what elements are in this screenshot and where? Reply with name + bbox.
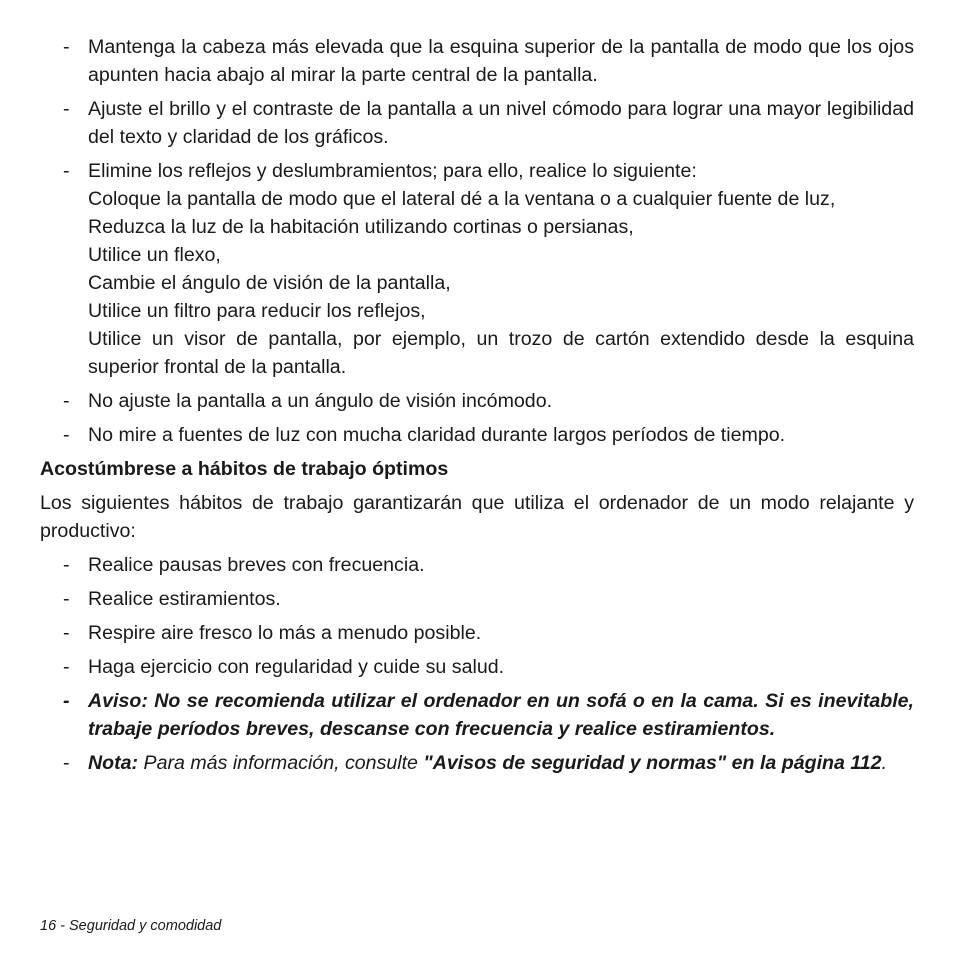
list-item-text: No ajuste la pantalla a un ángulo de visión incómodo.	[88, 390, 553, 412]
list-item-text: Realice estiramientos.	[88, 588, 281, 610]
note-reference-link[interactable]: "Avisos de seguridad y normas" en la página 112	[423, 752, 882, 774]
warning-text: Aviso: No se recomienda utilizar el ordenador en un sofá o en la cama. Si es inevitable, trabaje períodos breves, descanse con frecuencia y realice estiramientos.	[88, 690, 914, 740]
note-text: Para más información, consulte	[138, 752, 424, 774]
list-item	[40, 421, 914, 449]
page-content	[40, 33, 914, 783]
list-dash: -	[63, 656, 70, 678]
intro-paragraph: Los siguientes hábitos de trabajo garantizarán que utiliza el ordenador de un modo relajante y productivo:	[40, 492, 914, 542]
glare-line: Utilice un flexo,	[88, 244, 221, 266]
section-heading: Acostúmbrese a hábitos de trabajo óptimos	[40, 458, 449, 480]
list-item	[40, 95, 914, 151]
glare-line: Utilice un filtro para reducir los reflejos,	[88, 300, 426, 322]
glare-line: Elimine los reflejos y deslumbramientos; para ello, realice lo siguiente:	[88, 160, 697, 182]
note-end: .	[881, 752, 888, 774]
glare-line: Cambie el ángulo de visión de la pantalla,	[88, 272, 451, 294]
list-item-glare	[40, 157, 914, 381]
list-dash: -	[63, 424, 70, 446]
list-item	[40, 585, 914, 613]
list-item-text: Mantenga la cabeza más elevada que la esquina superior de la pantalla de modo que los ojos apunten hacia abajo al mirar la parte central de la pantalla.	[88, 36, 914, 86]
glare-line: Reduzca la luz de la habitación utilizando cortinas o persianas,	[88, 216, 634, 238]
list-item	[40, 551, 914, 579]
list-item-text: Haga ejercicio con regularidad y cuide su salud.	[88, 656, 505, 678]
note-item	[40, 749, 914, 777]
warning-item	[40, 687, 914, 743]
list-item	[40, 387, 914, 415]
list-dash: -	[63, 554, 70, 576]
glare-line: Coloque la pantalla de modo que el lateral dé a la ventana o a cualquier fuente de luz,	[88, 188, 836, 210]
page-footer: 16 - Seguridad y comodidad	[40, 918, 222, 934]
list-dash: -	[63, 622, 70, 644]
note-label: Nota:	[88, 752, 139, 774]
glare-line: Utilice un visor de pantalla, por ejemplo, un trozo de cartón extendido desde la esquina superior frontal de la pantalla.	[88, 328, 914, 378]
list-dash: -	[63, 98, 70, 120]
list-item	[40, 33, 914, 89]
list-item-text: Realice pausas breves con frecuencia.	[88, 554, 425, 576]
list-item	[40, 619, 914, 647]
list-item	[40, 653, 914, 681]
list-dash: -	[63, 390, 70, 412]
list-item-text: No mire a fuentes de luz con mucha claridad durante largos períodos de tiempo.	[88, 424, 786, 446]
list-item-text: Respire aire fresco lo más a menudo posible.	[88, 622, 482, 644]
list-dash: -	[63, 160, 70, 182]
list-dash: -	[63, 690, 70, 712]
list-dash: -	[63, 36, 70, 58]
list-dash: -	[63, 752, 70, 774]
list-item-text: Ajuste el brillo y el contraste de la pantalla a un nivel cómodo para lograr una mayor legibilidad del texto y claridad de los gráficos.	[88, 98, 914, 148]
list-dash: -	[63, 588, 70, 610]
